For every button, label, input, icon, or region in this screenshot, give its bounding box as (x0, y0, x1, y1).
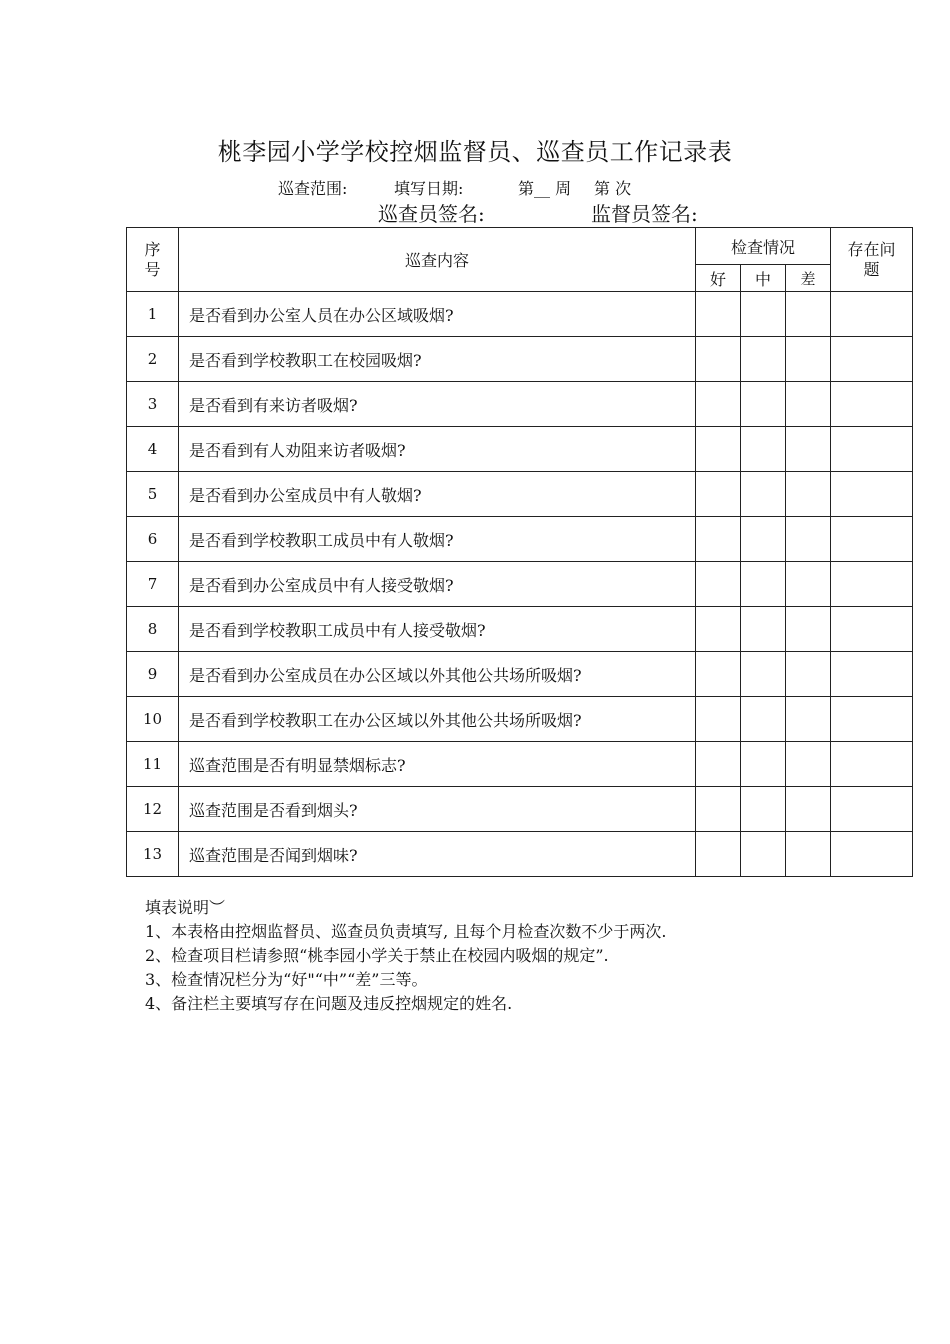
good-cell[interactable] (696, 472, 741, 517)
instruction-item: 2、检查项目栏请参照“桃李园小学关于禁止在校园内吸烟的规定”. (145, 946, 609, 965)
medium-cell[interactable] (741, 292, 786, 337)
bad-cell[interactable] (786, 562, 831, 607)
table-row (127, 382, 913, 427)
row-content: 是否看到学校教职工在办公区域以外其他公共场所吸烟? (179, 697, 696, 742)
header-no: 序 号 (127, 228, 179, 292)
form-title: 桃李园小学学校控烟监督员、巡查员工作记录表 (217, 138, 733, 166)
table-row (127, 742, 913, 787)
row-number: 11 (127, 742, 179, 787)
row-number: 8 (127, 607, 179, 652)
good-cell[interactable] (696, 742, 741, 787)
inspector-sign-label: 巡查员签名: (378, 202, 485, 226)
row-number: 10 (127, 697, 179, 742)
row-number: 1 (127, 292, 179, 337)
good-cell[interactable] (696, 337, 741, 382)
row-content: 是否看到办公室成员中有人接受敬烟? (179, 562, 696, 607)
row-content: 巡查范围是否闻到烟味? (179, 832, 696, 877)
row-number: 6 (127, 517, 179, 562)
issues-cell[interactable] (831, 382, 913, 427)
medium-cell[interactable] (741, 517, 786, 562)
bad-cell[interactable] (786, 832, 831, 877)
medium-cell[interactable] (741, 562, 786, 607)
bad-cell[interactable] (786, 337, 831, 382)
issues-cell[interactable] (831, 787, 913, 832)
header-good: 好 (696, 265, 741, 292)
issues-cell[interactable] (831, 562, 913, 607)
row-number: 9 (127, 652, 179, 697)
good-cell[interactable] (696, 697, 741, 742)
header-content: 巡查内容 (179, 228, 696, 292)
table-row (127, 697, 913, 742)
issues-cell[interactable] (831, 472, 913, 517)
medium-cell[interactable] (741, 787, 786, 832)
row-content: 是否看到有来访者吸烟? (179, 382, 696, 427)
good-cell[interactable] (696, 517, 741, 562)
table-row (127, 517, 913, 562)
row-number: 7 (127, 562, 179, 607)
instructions (145, 896, 666, 1016)
row-number: 13 (127, 832, 179, 877)
bad-cell[interactable] (786, 652, 831, 697)
issues-cell[interactable] (831, 832, 913, 877)
row-content: 是否看到办公室人员在办公区域吸烟? (179, 292, 696, 337)
bad-cell[interactable] (786, 787, 831, 832)
table-row (127, 292, 913, 337)
issues-cell[interactable] (831, 517, 913, 562)
date-label: 填写日期: (394, 179, 464, 198)
row-content: 是否看到有人劝阻来访者吸烟? (179, 427, 696, 472)
header-issues: 存在问 题 (831, 228, 913, 292)
instruction-item: 4、备注栏主要填写存在问题及违反控烟规定的姓名. (145, 994, 513, 1013)
medium-cell[interactable] (741, 832, 786, 877)
bad-cell[interactable] (786, 742, 831, 787)
bad-cell[interactable] (786, 517, 831, 562)
good-cell[interactable] (696, 562, 741, 607)
row-content: 是否看到学校教职工成员中有人接受敬烟? (179, 607, 696, 652)
row-content: 是否看到办公室成员在办公区域以外其他公共场所吸烟? (179, 652, 696, 697)
table-row (127, 652, 913, 697)
row-number: 5 (127, 472, 179, 517)
bad-cell[interactable] (786, 292, 831, 337)
bad-cell[interactable] (786, 472, 831, 517)
header-medium: 中 (741, 265, 786, 292)
good-cell[interactable] (696, 292, 741, 337)
issues-cell[interactable] (831, 292, 913, 337)
row-number: 4 (127, 427, 179, 472)
medium-cell[interactable] (741, 742, 786, 787)
table-row (127, 787, 913, 832)
good-cell[interactable] (696, 832, 741, 877)
good-cell[interactable] (696, 427, 741, 472)
bad-cell[interactable] (786, 697, 831, 742)
medium-cell[interactable] (741, 607, 786, 652)
issues-cell[interactable] (831, 427, 913, 472)
times-label: 第 次 (594, 179, 632, 198)
issues-cell[interactable] (831, 742, 913, 787)
good-cell[interactable] (696, 607, 741, 652)
scope-label: 巡查范围: (278, 179, 348, 198)
issues-cell[interactable] (831, 607, 913, 652)
issues-cell[interactable] (831, 337, 913, 382)
good-cell[interactable] (696, 787, 741, 832)
header-status: 检查情况 (696, 228, 831, 265)
medium-cell[interactable] (741, 652, 786, 697)
row-number: 3 (127, 382, 179, 427)
medium-cell[interactable] (741, 472, 786, 517)
row-content: 巡查范围是否看到烟头? (179, 787, 696, 832)
instruction-item: 1、本表格由控烟监督员、巡查员负责填写, 且每个月检查次数不少于两次. (145, 922, 667, 941)
row-content: 是否看到办公室成员中有人敬烟? (179, 472, 696, 517)
good-cell[interactable] (696, 652, 741, 697)
instructions-heading: 填表说明︶ (145, 898, 226, 917)
row-number: 2 (127, 337, 179, 382)
medium-cell[interactable] (741, 337, 786, 382)
medium-cell[interactable] (741, 382, 786, 427)
table-row (127, 337, 913, 382)
row-content: 巡查范围是否有明显禁烟标志? (179, 742, 696, 787)
medium-cell[interactable] (741, 427, 786, 472)
week-label: 第__ 周 (518, 179, 572, 198)
table-row (127, 607, 913, 652)
issues-cell[interactable] (831, 697, 913, 742)
issues-cell[interactable] (831, 652, 913, 697)
row-number: 12 (127, 787, 179, 832)
inspection-record-table (126, 227, 913, 877)
table-row (127, 427, 913, 472)
table-row (127, 472, 913, 517)
row-content: 是否看到学校教职工成员中有人敬烟? (179, 517, 696, 562)
row-content: 是否看到学校教职工在校园吸烟? (179, 337, 696, 382)
table-row (127, 832, 913, 877)
instruction-item: 3、检查情况栏分为“好"“中”“差”三等。 (145, 970, 428, 989)
medium-cell[interactable] (741, 697, 786, 742)
good-cell[interactable] (696, 382, 741, 427)
table-row (127, 562, 913, 607)
bad-cell[interactable] (786, 427, 831, 472)
supervisor-sign-label: 监督员签名: (591, 202, 698, 226)
header-bad: 差 (786, 265, 831, 292)
bad-cell[interactable] (786, 607, 831, 652)
bad-cell[interactable] (786, 382, 831, 427)
